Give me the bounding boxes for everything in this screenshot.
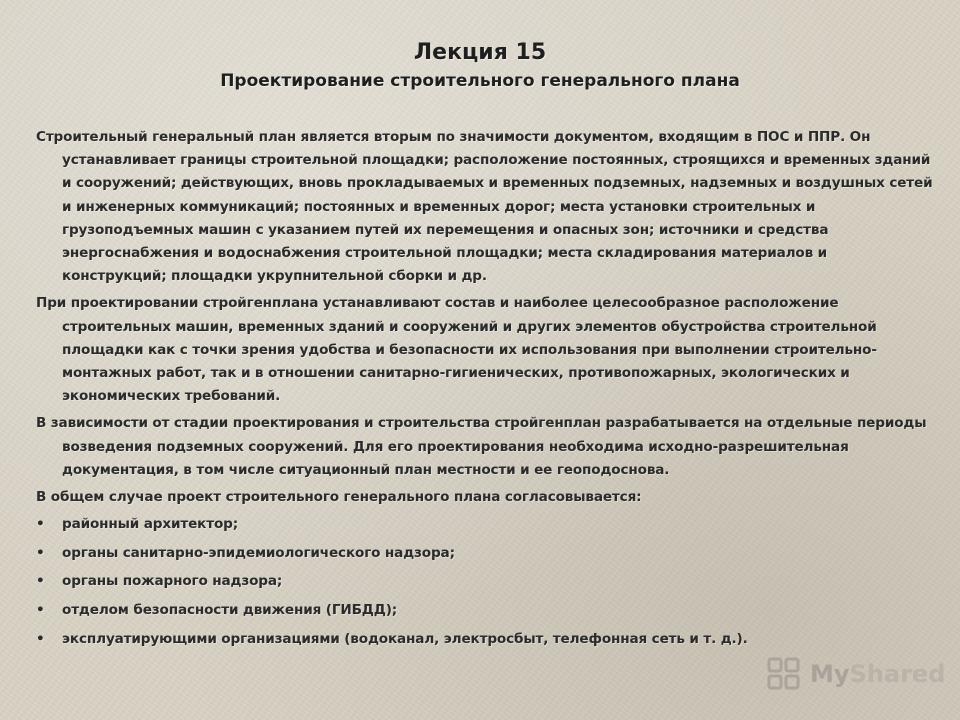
paragraph-2: При проектировании стройгенплана устанавливают состав и наиболее целесообразное расположение строительных машин, временных зданий и сооружений и других элементов обустройства строительной площадки как с точки зрения удобства и безопасности их использования при выполнении строительно-монтажных работ, так и в отношении санитарно-гигиенических, противопожарных, экологических и экономических требований. xyxy=(36,295,877,405)
list-item xyxy=(36,599,936,622)
bullet-icon: • xyxy=(36,602,45,619)
watermark-text xyxy=(810,660,945,688)
list-item-text: органы пожарного надзора; xyxy=(62,573,283,590)
list-item xyxy=(36,542,936,565)
list-item xyxy=(36,570,936,593)
page-title: Лекция 15 xyxy=(413,40,547,65)
list-item xyxy=(36,628,936,651)
list-item-text: органы санитарно-эпидемиологического надзора; xyxy=(62,544,455,561)
paragraph-4: В общем случае проект строительного генерального плана согласовывается: xyxy=(36,489,642,506)
paragraph-1: Строительный генеральный план является вторым по значимости документом, входящим в ПОС и ППР. Он устанавливает границы строительной площадки; расположение постоянных, строящихся и временных зданий и сооружений; действующих, вновь прокладываемых и временных подземных, надземных и воздушных сетей и инженерных коммуникаций; постоянных и временных дорог; места установки строительных и грузоподъемных машин с указанием путей их перемещения и опасных зон; источники и средства энергоснабжения и водоснабжения строительной площадки; места складирования материалов и конструкций; площадки укрупнительной сборки и др. xyxy=(36,129,933,285)
list-item-text: отделом безопасности движения (ГИБДД); xyxy=(62,602,398,619)
page-subtitle: Проектирование строительного генерального плана xyxy=(220,71,740,91)
list-item-text: районный архитектор; xyxy=(62,516,239,533)
bullet-icon: • xyxy=(36,516,45,533)
slide-body xyxy=(36,126,936,656)
myshared-logo-icon xyxy=(766,655,806,693)
list-item xyxy=(36,513,936,536)
paragraph-3: В зависимости от стадии проектирования и строительства стройгенплан разрабатывается на отдельные периоды возведения подземных сооружений. Для его проектирования необходима исходно-разрешительная документация, в том числе ситуационный план местности и ее геоподоснова. xyxy=(36,415,927,478)
bullet-icon: • xyxy=(36,573,45,590)
list-item-text: эксплуатирующими организациями (водоканал, электросбыт, телефонная сеть и т. д.). xyxy=(62,630,748,647)
bullet-icon: • xyxy=(36,630,45,647)
watermark xyxy=(766,655,945,693)
bullet-icon: • xyxy=(36,544,45,561)
watermark-text-b: Shared xyxy=(849,660,946,688)
watermark-text-a: My xyxy=(810,660,850,688)
